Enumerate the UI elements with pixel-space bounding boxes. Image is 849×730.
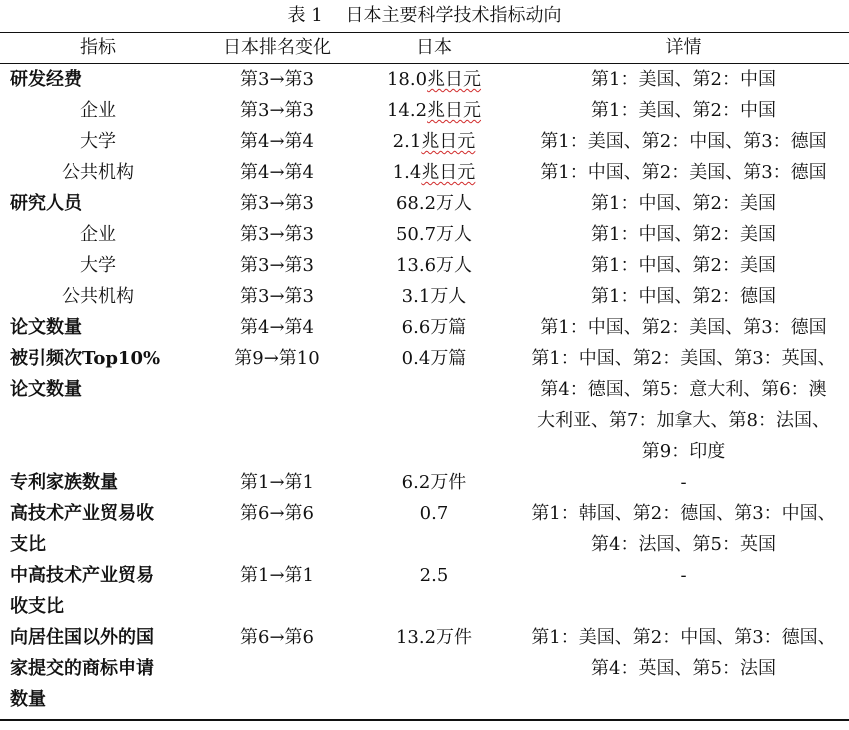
value-unit: 万篇	[430, 348, 467, 369]
value-number: 68.2	[395, 193, 437, 214]
row-detail: 第1：中国、第2：德国	[591, 286, 776, 307]
table-caption: 表 1 日本主要科学技术指标动向	[287, 5, 562, 26]
row-indicator: 专利家族数量	[10, 472, 118, 493]
value-number: 2.1	[392, 131, 422, 152]
row-detail: 第1：中国、第2：美国	[591, 193, 776, 214]
row-detail: 第1：美国、第2：中国	[591, 69, 776, 90]
row-indicator: 研究人员	[10, 193, 82, 214]
value-number: 1.4	[392, 162, 422, 183]
row-indicator: 大学	[80, 131, 116, 152]
value-unit: 兆日元	[421, 131, 476, 152]
row-detail: 第1：中国、第2：美国、第3：英国、 第4：德国、第5：意大利、第6：澳 大利亚、第7：加拿大、第8：法国、 第9：印度	[531, 348, 836, 462]
row-japan-value	[350, 281, 518, 312]
row-detail: 第1：美国、第2：中国、第3：德国、 第4：英国、第5：法国	[531, 627, 836, 679]
row-rank-change: 第1→第1	[240, 565, 314, 586]
header-detail: 详情	[665, 37, 702, 58]
row-detail: -	[680, 565, 687, 586]
row-detail: 第1：中国、第2：美国、第3：德国	[540, 162, 827, 183]
row-indicator: 中高技术产业贸易 收支比	[10, 565, 154, 617]
row-rank-change: 第6→第6	[240, 503, 314, 524]
row-rank-change: 第6→第6	[240, 627, 314, 648]
row-detail: 第1：中国、第2：美国	[591, 255, 776, 276]
row-detail: -	[680, 472, 687, 493]
row-japan-value	[350, 219, 518, 250]
value-unit: 万人	[436, 193, 473, 214]
value-unit: 兆日元	[421, 162, 476, 183]
row-indicator: 大学	[80, 255, 116, 276]
row-rank-change: 第3→第3	[240, 224, 314, 245]
value-unit: 万人	[436, 224, 473, 245]
row-rank-change: 第9→第10	[234, 348, 320, 369]
table-bottom-rule	[0, 719, 849, 721]
value-unit: 万人	[436, 255, 473, 276]
row-japan-value	[350, 560, 518, 591]
value-number: 13.6	[395, 255, 437, 276]
row-japan-value	[350, 126, 518, 157]
row-detail: 第1：美国、第2：中国	[591, 100, 776, 121]
row-japan-value	[350, 622, 518, 653]
row-japan-value	[350, 64, 518, 95]
row-indicator: 高技术产业贸易收 支比	[10, 503, 154, 555]
value-number: 13.2	[395, 627, 437, 648]
value-number: 2.5	[419, 565, 449, 586]
value-number: 3.1	[401, 286, 431, 307]
row-rank-change: 第3→第3	[240, 69, 314, 90]
row-detail: 第1：美国、第2：中国、第3：德国	[540, 131, 827, 152]
row-rank-change: 第3→第3	[240, 193, 314, 214]
row-indicator: 论文数量	[10, 317, 82, 338]
row-detail: 第1：中国、第2：美国	[591, 224, 776, 245]
row-japan-value	[350, 343, 518, 374]
header-rank-change: 日本排名变化	[223, 37, 331, 58]
row-rank-change: 第3→第3	[240, 286, 314, 307]
value-unit: 万件	[430, 472, 467, 493]
value-number: 6.6	[401, 317, 431, 338]
row-rank-change: 第4→第4	[240, 162, 314, 183]
value-unit: 万篇	[430, 317, 467, 338]
value-number: 0.7	[419, 503, 449, 524]
row-japan-value	[350, 467, 518, 498]
row-rank-change: 第3→第3	[240, 100, 314, 121]
value-number: 50.7	[395, 224, 437, 245]
row-japan-value	[350, 157, 518, 188]
header-japan: 日本	[416, 37, 452, 58]
value-unit: 万人	[430, 286, 467, 307]
value-number: 18.0	[386, 69, 428, 90]
row-japan-value	[350, 312, 518, 343]
row-indicator: 公共机构	[62, 162, 134, 183]
row-rank-change: 第3→第3	[240, 255, 314, 276]
row-indicator: 企业	[80, 224, 116, 245]
value-unit: 万件	[436, 627, 473, 648]
row-detail: 第1：中国、第2：美国、第3：德国	[540, 317, 827, 338]
value-unit: 兆日元	[427, 69, 482, 90]
row-indicator: 公共机构	[62, 286, 134, 307]
row-japan-value	[350, 188, 518, 219]
row-japan-value	[350, 498, 518, 529]
row-japan-value	[350, 250, 518, 281]
row-japan-value	[350, 95, 518, 126]
row-indicator: 企业	[80, 100, 116, 121]
value-number: 6.2	[401, 472, 431, 493]
header-indicator: 指标	[80, 37, 116, 58]
row-detail: 第1：韩国、第2：德国、第3：中国、 第4：法国、第5：英国	[531, 503, 836, 555]
value-unit: 兆日元	[427, 100, 482, 121]
value-number: 0.4	[401, 348, 431, 369]
row-indicator: 被引频次Top10% 论文数量	[10, 348, 161, 400]
row-indicator: 研发经费	[10, 69, 82, 90]
row-rank-change: 第4→第4	[240, 131, 314, 152]
row-rank-change: 第1→第1	[240, 472, 314, 493]
row-rank-change: 第4→第4	[240, 317, 314, 338]
row-indicator: 向居住国以外的国 家提交的商标申请 数量	[10, 627, 154, 710]
value-number: 14.2	[386, 100, 428, 121]
